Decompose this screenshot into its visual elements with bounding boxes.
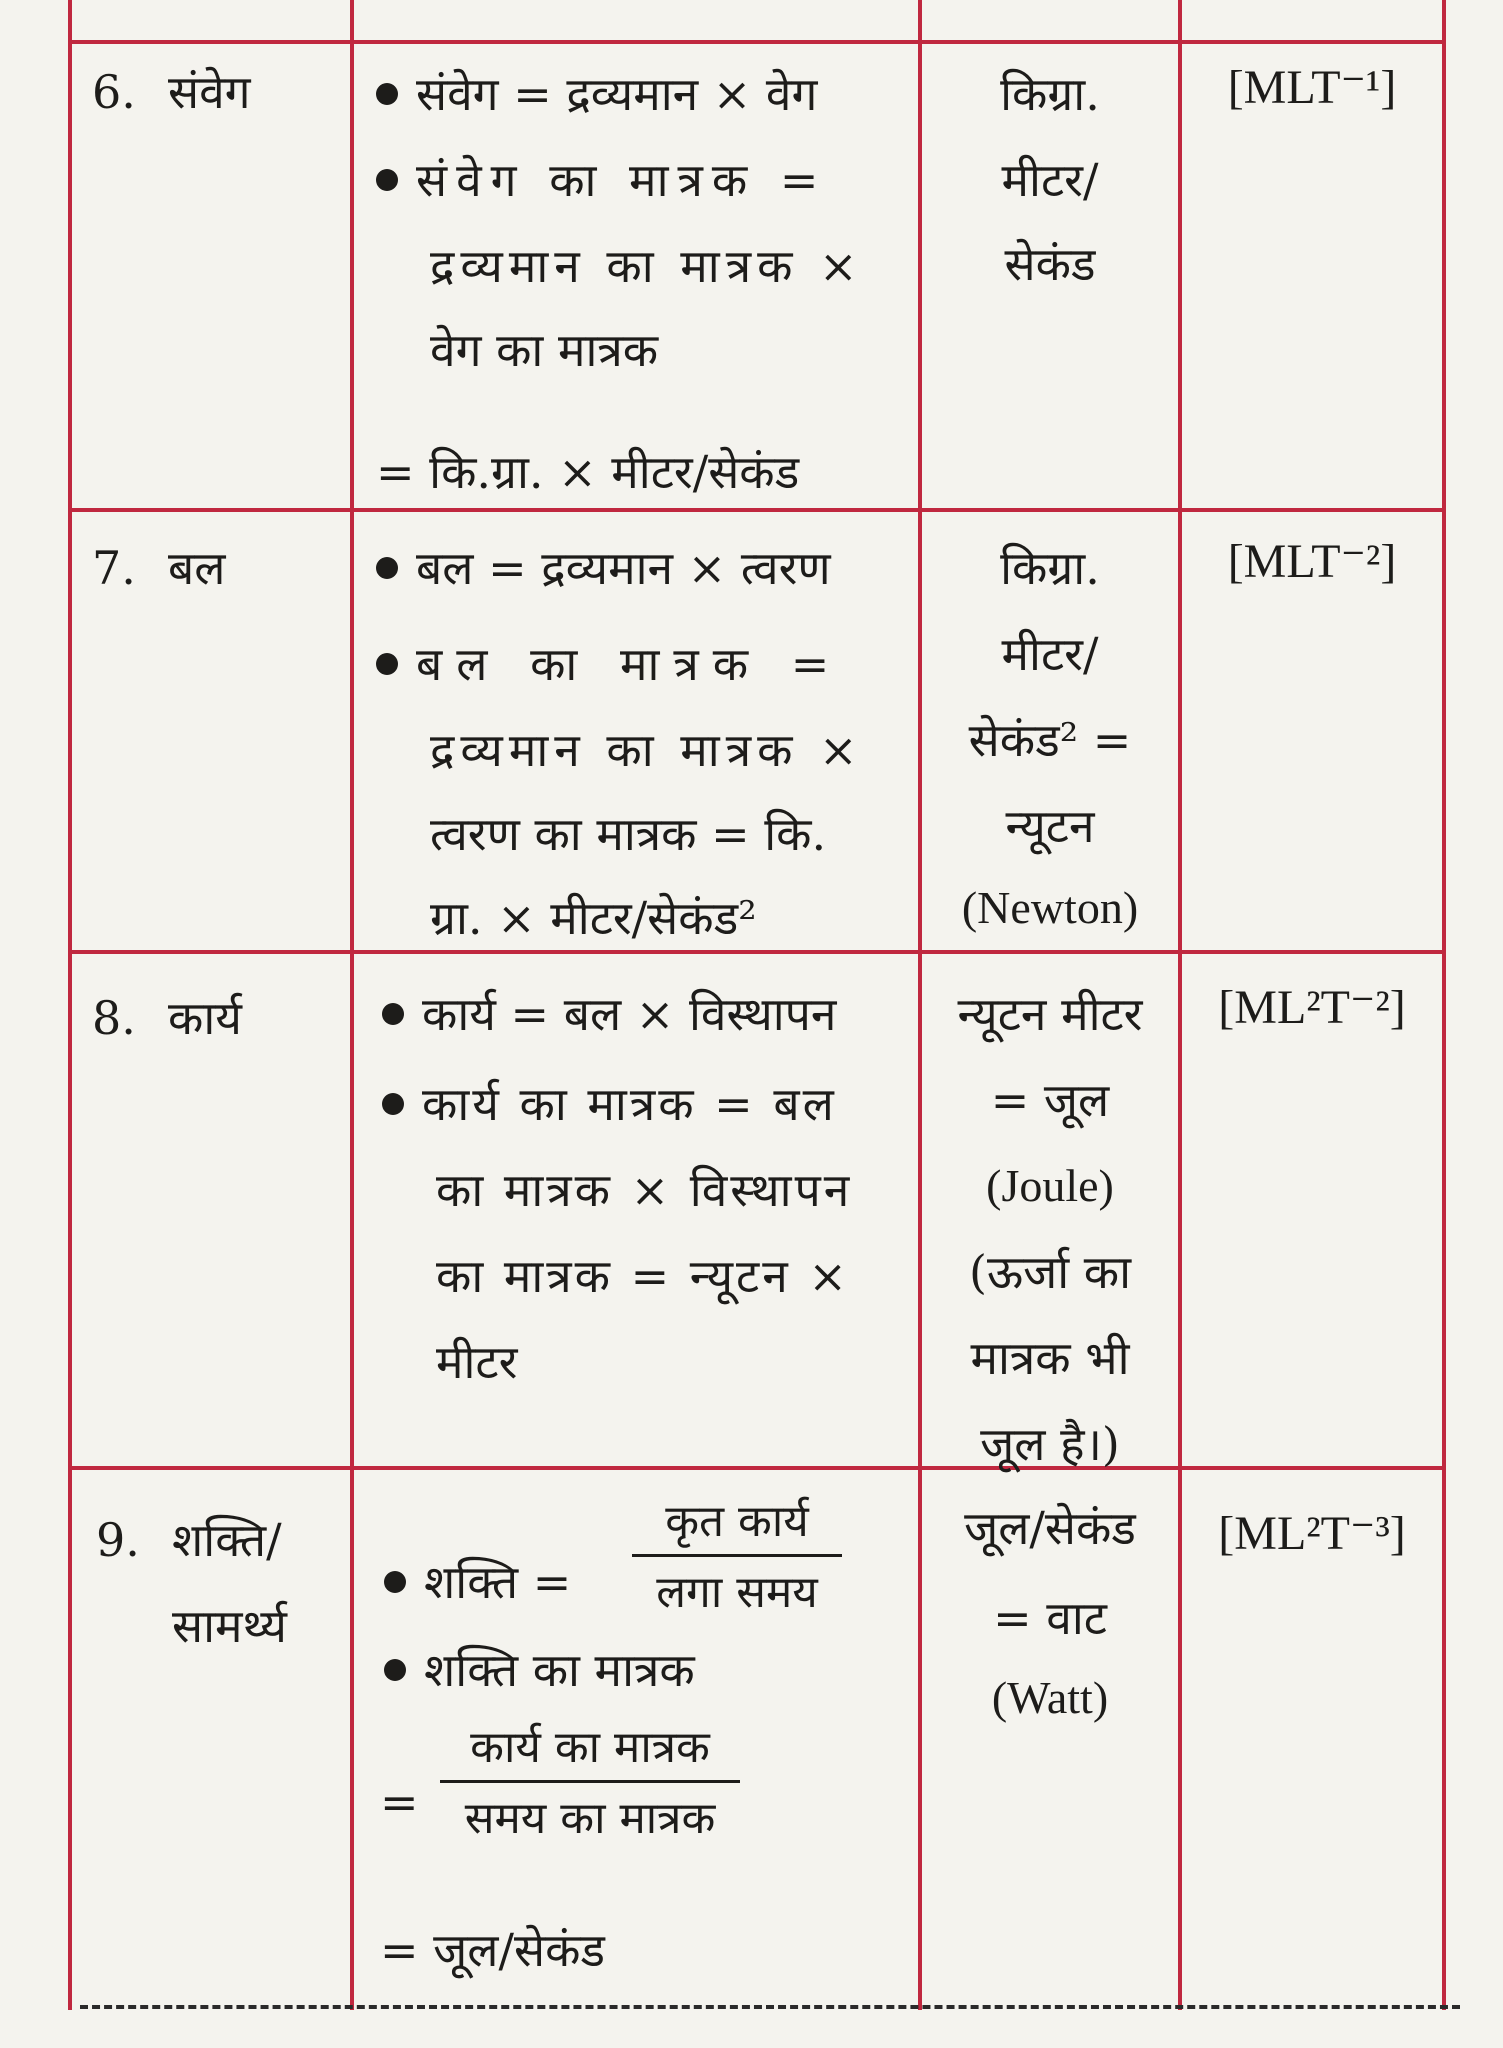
fraction-bar	[440, 1780, 740, 1783]
bullet-icon	[376, 653, 398, 675]
unit-line: सेकंड	[1004, 237, 1096, 291]
unit-line: मीटर/	[1001, 627, 1099, 681]
formula-line: का मात्रक × विस्थापन	[436, 1163, 853, 1217]
quantity-name: संवेग	[168, 65, 251, 119]
unit-line: मीटर/	[1001, 153, 1099, 207]
fraction-denominator: लगा समय	[656, 1567, 818, 1618]
formula-line: बल = द्रव्यमान × त्वरण	[376, 540, 831, 596]
dimension-formula: [MLT⁻²]	[1227, 535, 1397, 588]
unit-line: (Watt)	[991, 1672, 1109, 1723]
formula-line: संवेग = द्रव्यमान × वेग	[376, 66, 817, 122]
quantity-name-line2: सामर्थ्य	[172, 1599, 287, 1653]
unit-line: = वाट	[993, 1591, 1107, 1645]
fraction-denominator: समय का मात्रक	[464, 1793, 716, 1844]
unit-line: किग्रा.	[1000, 541, 1100, 595]
unit-line: = जूल	[990, 1073, 1110, 1127]
fraction-numerator: कार्य का मात्रक	[470, 1722, 710, 1773]
table-border-left	[68, 0, 72, 2010]
formula-result: = जूल/सेकंड	[380, 1923, 606, 1977]
unit-line: न्यूटन	[1005, 799, 1095, 853]
table-bottom-dashed-border	[80, 2005, 1460, 2009]
quantity-name: बल	[168, 541, 226, 595]
formula-line: द्रव्यमान का मात्रक ×	[430, 723, 864, 777]
bullet-icon	[376, 557, 398, 579]
formula-line: त्वरण का मात्रक = कि.	[430, 807, 827, 861]
unit-line: जूल है।)	[980, 1417, 1120, 1471]
column-divider-1	[350, 0, 354, 2010]
fraction-numerator: कृत कार्य	[665, 1496, 809, 1547]
bullet-icon	[376, 169, 398, 191]
row-divider-8-9	[68, 1466, 1446, 1470]
bullet-icon	[382, 1093, 404, 1115]
row-number: 6.	[92, 65, 136, 119]
bullet-icon	[382, 1003, 404, 1025]
row-number: 8.	[92, 991, 136, 1045]
table-border-right	[1442, 0, 1446, 2010]
formula-line: का मात्रक = न्यूटन ×	[436, 1249, 850, 1303]
unit-line: (Newton)	[961, 882, 1139, 933]
unit-line: मात्रक भी	[970, 1331, 1130, 1385]
power-fraction	[632, 1496, 842, 1619]
dimension-formula: [ML²T⁻³]	[1218, 1507, 1406, 1560]
dimension-formula: [MLT⁻¹]	[1227, 61, 1397, 114]
quantity-name: कार्य	[168, 991, 242, 1045]
row-number: 7.	[92, 541, 136, 595]
row-divider-7-8	[68, 950, 1446, 954]
formula-line: मीटर	[436, 1335, 518, 1389]
formula-line: ग्रा. × मीटर/सेकंड²	[430, 891, 757, 945]
row-number: 9.	[96, 1513, 140, 1567]
unit-line: (ऊर्जा का	[969, 1245, 1131, 1299]
equals-sign: =	[380, 1775, 419, 1829]
unit-line: जूल/सेकंड	[964, 1501, 1136, 1555]
unit-line: (Joule)	[986, 1160, 1114, 1211]
formula-line: कार्य = बल × विस्थापन	[382, 986, 836, 1042]
bullet-icon	[384, 1659, 406, 1681]
unit-line: किग्रा.	[1000, 67, 1100, 121]
fraction-bar	[632, 1554, 842, 1557]
unit-fraction	[440, 1722, 740, 1845]
formula-line: द्रव्यमान का मात्रक ×	[430, 239, 864, 293]
formula-line: बल का मात्रक =	[376, 636, 843, 692]
row-divider-6-7	[68, 508, 1446, 512]
dimension-formula: [ML²T⁻²]	[1218, 981, 1406, 1034]
unit-line: सेकंड² =	[968, 713, 1132, 767]
bullet-icon	[384, 1571, 406, 1593]
formula-line: वेग का मात्रक	[430, 323, 659, 377]
unit-line: न्यूटन मीटर	[957, 987, 1143, 1041]
formula-line: कार्य का मात्रक = बल	[382, 1076, 837, 1132]
power-unit-label: शक्ति का मात्रक	[384, 1642, 695, 1698]
formula-line: संवेग का मात्रक =	[376, 152, 827, 208]
quantity-name: शक्ति/	[172, 1513, 282, 1567]
row-divider-top	[68, 40, 1446, 44]
formula-line: = कि.ग्रा. × मीटर/सेकंड	[376, 445, 800, 499]
bullet-icon	[376, 83, 398, 105]
power-formula-label: शक्ति =	[384, 1554, 571, 1610]
